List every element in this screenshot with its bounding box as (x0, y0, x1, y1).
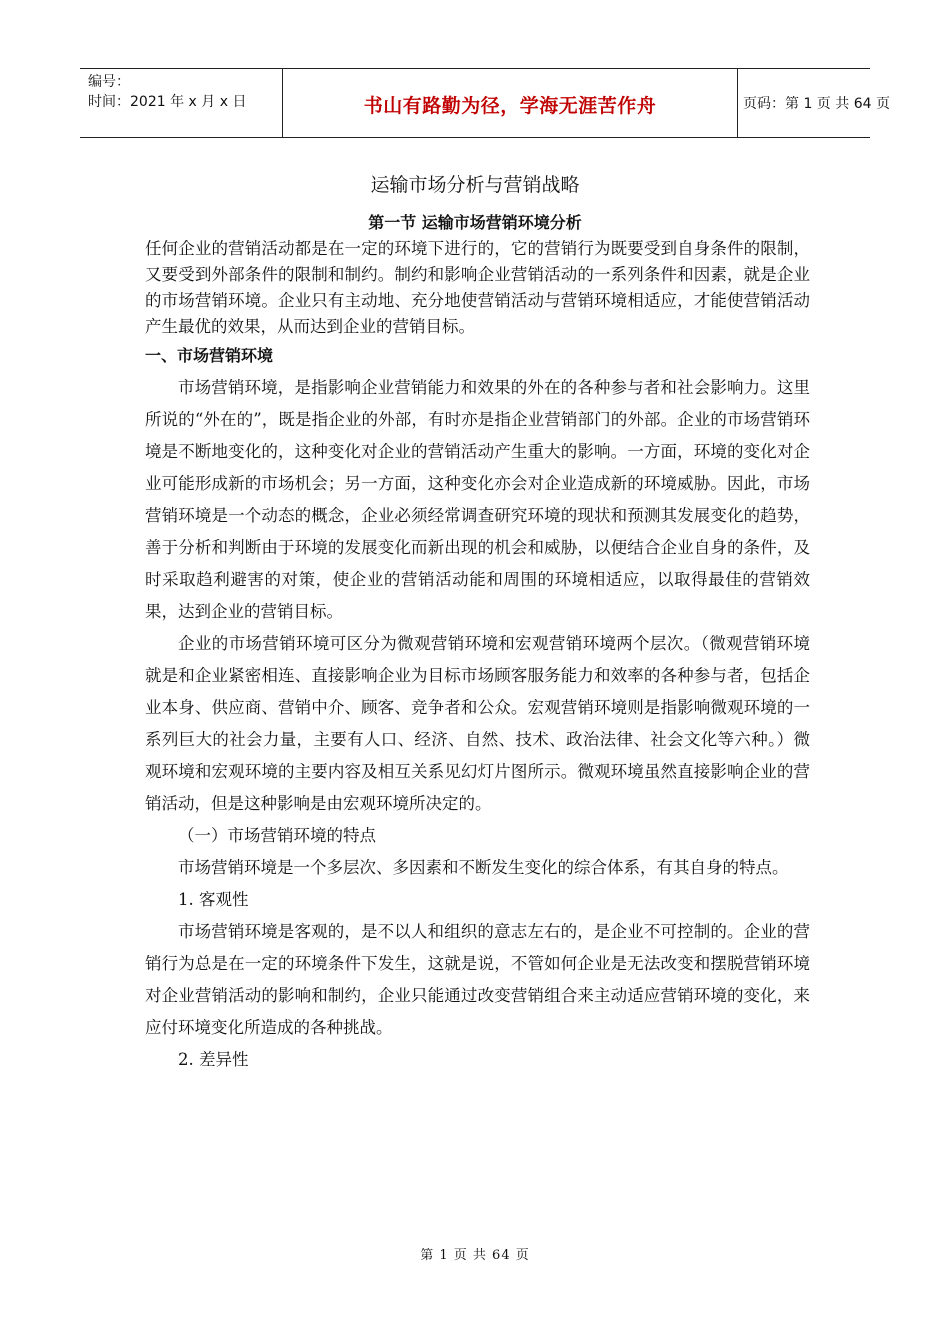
intro-paragraph: 任何企业的营销活动都是在一定的环境下进行的，它的营销行为既要受到自身条件的限制，又要受到外部条件的限制和制约。制约和影响企业营销活动的一系列条件和因素，就是企业的市场营销环境。企业只有主动地、充分地使营销活动与营销环境相适应，才能使营销活动产生最优的效果，从而达到企业的营销目标。 (145, 239, 810, 336)
header-page-info: 页码：第 1 页 共 64 页 (743, 96, 890, 112)
section-title: 第一节 运输市场营销环境分析 (368, 213, 582, 232)
paragraph-definition: 市场营销环境，是指影响企业营销能力和效果的外在的各种参与者和社会影响力。这里所说的“外在的”，既是指企业的外部，有时亦是指企业营销部门的外部。企业的市场营销环境是不断地变化的，这种变化对企业的营销活动产生重大的影响。一方面，环境的变化对企业可能形成新的市场机会；另一方面，这种变化亦会对企业造成新的环境威胁。因此，市场营销环境是一个动态的概念，企业必须经常调查研究环境的现状和预测其发展变化的趋势，善于分析和判断由于环境的发展变化而新出现的机会和威胁，以便结合企业自身的条件，及时采取趋利避害的对策，使企业的营销活动能和周围的环境相适应，以取得最佳的营销效果，达到企业的营销目标。 (145, 378, 810, 621)
heading-market-environment: 一、市场营销环境 (145, 346, 274, 365)
page-footer: 第 1 页 共 64 页 (420, 1248, 530, 1263)
subheading-characteristics: （一）市场营销环境的特点 (178, 826, 376, 845)
header-motto-cell (282, 69, 738, 137)
document-body (145, 236, 810, 1076)
document-date-label: 时间：2021 年 x 月 x 日 (88, 94, 247, 110)
paragraph-micro-macro: 企业的市场营销环境可区分为微观营销环境和宏观营销环境两个层次。（微观营销环境就是和企业紧密相连、直接影响企业为目标市场顾客服务能力和效率的各种参与者，包括企业本身、供应商、营销中介、顾客、竞争者和公众。宏观营销环境则是指影响微观环境的一系列巨大的社会力量，主要有人口、经济、自然、技术、政治法律、社会文化等六种。）微观环境和宏观环境的主要内容及相互关系见幻灯片图所示。微观环境虽然直接影响企业的营销活动，但是这种影响是由宏观环境所决定的。 (145, 634, 810, 813)
header-page-cell (737, 69, 890, 137)
subheading-difference: 2. 差异性 (178, 1050, 249, 1069)
document-header (80, 68, 890, 138)
paragraph-characteristics-intro: 市场营销环境是一个多层次、多因素和不断发生变化的综合体系，有其自身的特点。 (178, 858, 789, 877)
document-number-label: 编号： (88, 74, 130, 90)
header-motto: 书山有路勤为径，学海无涯苦作舟 (363, 95, 657, 117)
paragraph-objectivity: 市场营销环境是客观的，是不以人和组织的意志左右的，是企业不可控制的。企业的营销行为总是在一定的环境条件下发生，这就是说，不管如何企业是无法改变和摆脱营销环境对企业营销活动的影响和制约，企业只能通过改变营销组合来主动适应营销环境的变化，来应付环境变化所造成的各种挑战。 (145, 922, 810, 1037)
document-title: 运输市场分析与营销战略 (370, 174, 580, 196)
header-meta-cell (80, 69, 282, 137)
subheading-objectivity: 1. 客观性 (178, 890, 249, 909)
